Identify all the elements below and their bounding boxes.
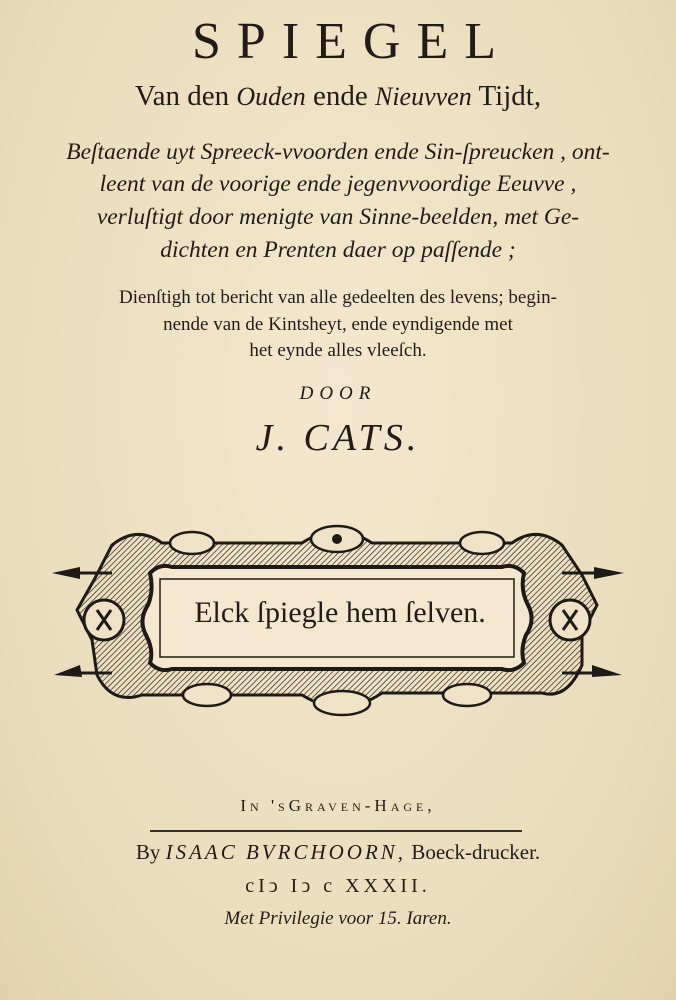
- subtitle-nieuwen: Nieuvven: [374, 82, 472, 111]
- subtitle: [0, 80, 676, 113]
- purpose-line-2: nende van de Kintsheyt, ende eyndigende met: [163, 314, 513, 335]
- printer-line: [0, 840, 676, 865]
- purpose-line-1: Dienſtigh tot bericht van alle gedeelten des levens; begin-: [119, 287, 557, 308]
- author-name: J. CATS.: [255, 417, 421, 459]
- subtitle-tijdt: Tijdt,: [478, 80, 542, 112]
- printer-name: ISAAC BVRCHOORN,: [165, 840, 407, 864]
- motto: Elck ſpiegle hem ſelven.: [194, 596, 486, 629]
- book-title: SPIEGEL: [192, 13, 512, 70]
- printer-by: By: [135, 840, 161, 864]
- subtitle-part1: Van den: [134, 80, 230, 112]
- printer-role: Boeck-drucker.: [411, 840, 541, 864]
- subtitle-ouden: Ouden: [236, 82, 306, 111]
- imprint-divider: [150, 830, 522, 832]
- description-line-4: dichten en Prenten daer op paſſende ;: [160, 237, 516, 263]
- door-label: DOOR: [299, 383, 377, 404]
- description-line-2: leent van de voorige ende jegenvvoordige Eeuvve ,: [99, 171, 577, 197]
- description-line-3: verluſtigt door menigte van Sinne-beelden, met Ge-: [96, 204, 580, 230]
- subtitle-ende: ende: [312, 80, 368, 112]
- publication-date: cIↄ Iↄ c XXXII.: [245, 875, 431, 897]
- description-line-1: Beſtaende uyt Spreeck-vvoorden ende Sin-ſpreucken , ont-: [66, 139, 610, 165]
- imprint-place: In 'sGraven-Hage,: [240, 796, 436, 815]
- purpose-line-3: het eynde alles vleeſch.: [249, 340, 427, 361]
- privilege-note: Met Privilegie voor 15. Iaren.: [224, 908, 452, 929]
